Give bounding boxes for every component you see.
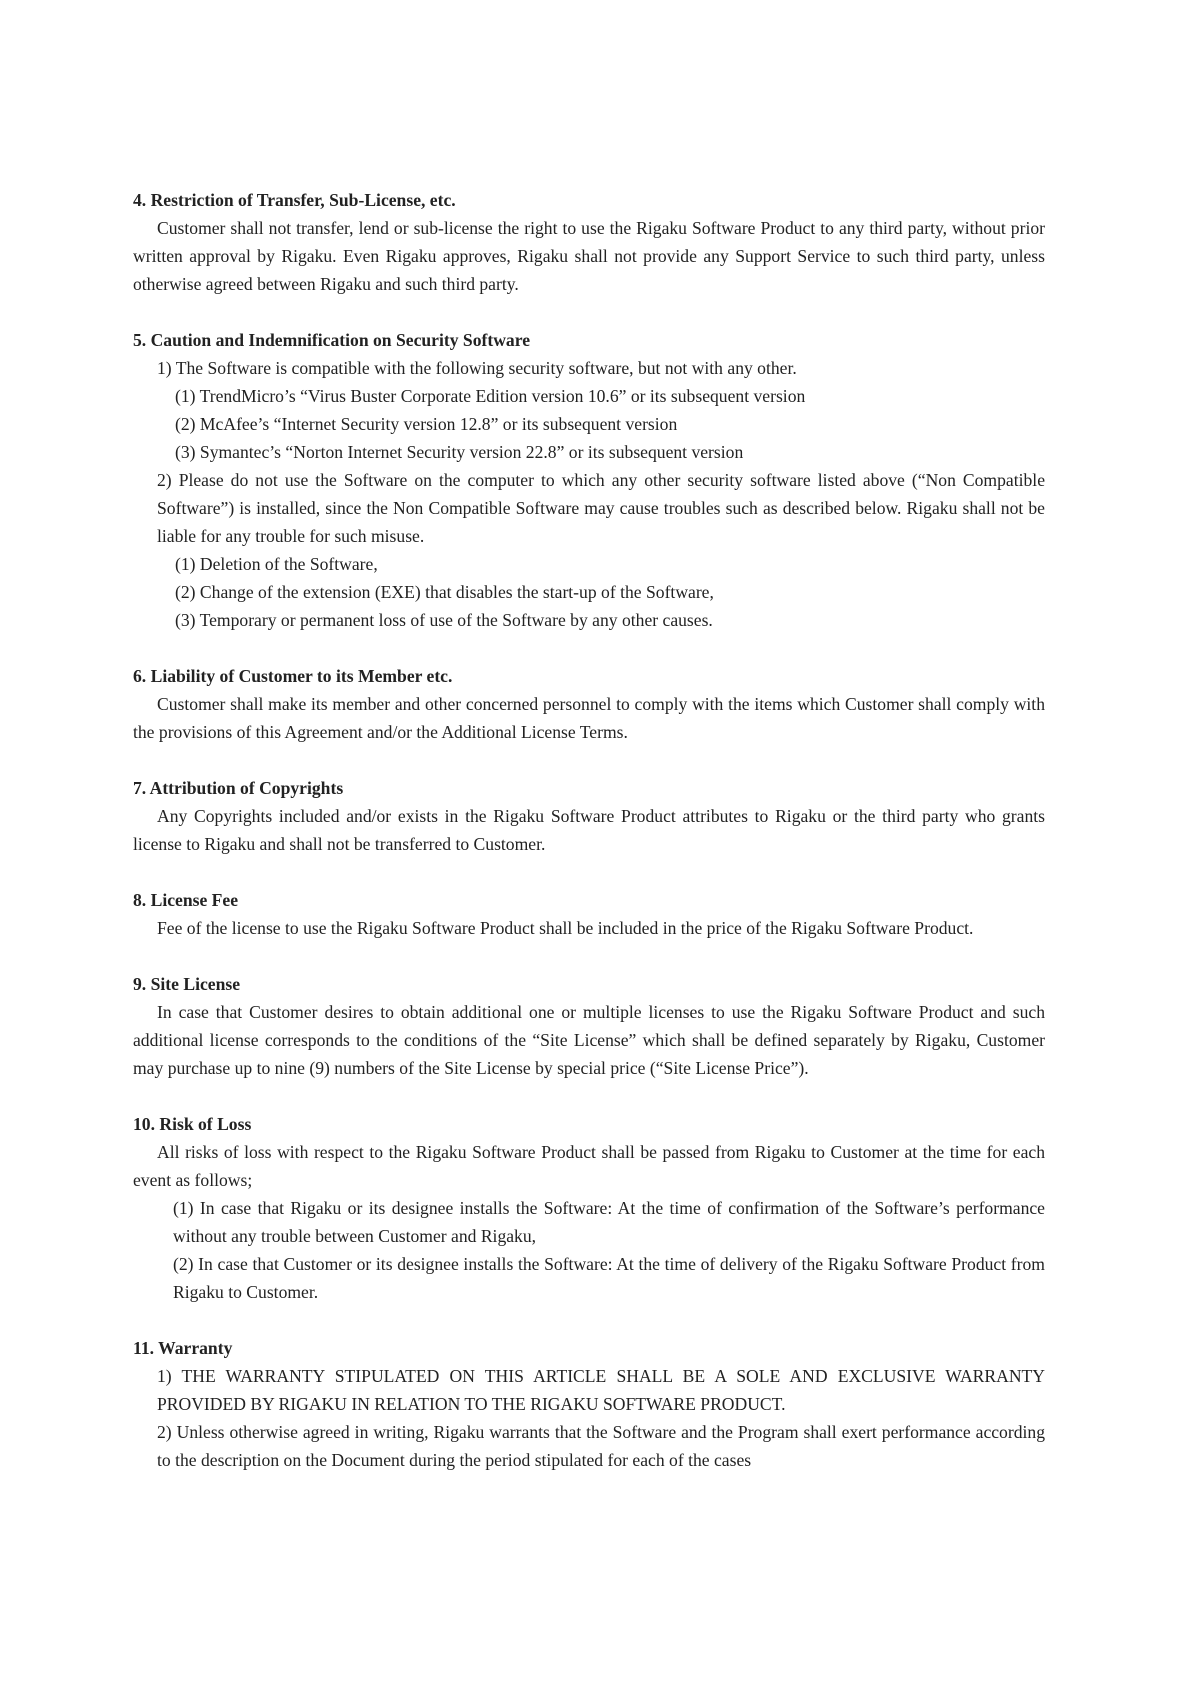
- section-heading: 9. Site License: [133, 974, 241, 994]
- sub-list-item: (1) Deletion of the Software,: [175, 554, 378, 574]
- section-heading: 8. License Fee: [133, 890, 239, 910]
- sub-list-item: (2) In case that Customer or its designee installs the Software: At the time of delivery of the Rigaku Software Product from Rigaku to Customer.: [173, 1254, 1045, 1302]
- document-page: [133, 186, 1045, 1502]
- section-5: [133, 326, 1045, 634]
- section-9: [133, 970, 1045, 1082]
- sub-list-item: (2) Change of the extension (EXE) that disables the start-up of the Software,: [175, 582, 714, 602]
- sub-list-item: (2) McAfee’s “Internet Security version 12.8” or its subsequent version: [175, 414, 678, 434]
- section-4: [133, 186, 1045, 298]
- sub-list-item: (1) In case that Rigaku or its designee installs the Software: At the time of confirmation of the Software’s performance without any trouble between Customer and Rigaku,: [173, 1198, 1045, 1246]
- section-heading: 6. Liability of Customer to its Member etc.: [133, 666, 453, 686]
- section-paragraph: Customer shall make its member and other concerned personnel to comply with the items which Customer shall comply with the provisions of this Agreement and/or the Additional License Terms.: [133, 694, 1045, 742]
- section-11: [133, 1334, 1045, 1474]
- list-item: 2) Please do not use the Software on the computer to which any other security software listed above (“Non Compatible Software”) is installed, since the Non Compatible Software may cause troubles such as described below. Rigaku shall not be liable for any trouble for such misuse.: [157, 470, 1045, 546]
- section-7: [133, 774, 1045, 858]
- list-item: 2) Unless otherwise agreed in writing, Rigaku warrants that the Software and the Program shall exert performance according to the description on the Document during the period stipulated for each of the cases: [157, 1422, 1045, 1470]
- section-heading: 11. Warranty: [133, 1338, 233, 1358]
- sub-list-item: (3) Symantec’s “Norton Internet Security version 22.8” or its subsequent version: [175, 442, 744, 462]
- section-10: [133, 1110, 1045, 1306]
- section-6: [133, 662, 1045, 746]
- sub-list-item: (1) TrendMicro’s “Virus Buster Corporate Edition version 10.6” or its subsequent version: [175, 386, 806, 406]
- section-heading: 7. Attribution of Copyrights: [133, 778, 344, 798]
- list-item: 1) The Software is compatible with the following security software, but not with any other.: [157, 358, 797, 378]
- section-heading: 5. Caution and Indemnification on Security Software: [133, 330, 531, 350]
- section-heading: 4. Restriction of Transfer, Sub-License, etc.: [133, 190, 456, 210]
- section-paragraph: In case that Customer desires to obtain additional one or multiple licenses to use the Rigaku Software Product and such additional license corresponds to the conditions of the “Site License” which shall be defined separately by Rigaku, Customer may purchase up to nine (9) numbers of the Site License by special price (“Site License Price”).: [133, 1002, 1045, 1078]
- section-paragraph: All risks of loss with respect to the Rigaku Software Product shall be passed from Rigaku to Customer at the time for each event as follows;: [133, 1142, 1045, 1190]
- section-8: [133, 886, 1045, 942]
- list-item: 1) THE WARRANTY STIPULATED ON THIS ARTICLE SHALL BE A SOLE AND EXCLUSIVE WARRANTY PROVIDED BY RIGAKU IN RELATION TO THE RIGAKU SOFTWARE PRODUCT.: [157, 1366, 1045, 1414]
- section-paragraph: Fee of the license to use the Rigaku Software Product shall be included in the price of the Rigaku Software Product.: [157, 918, 974, 938]
- section-heading: 10. Risk of Loss: [133, 1114, 252, 1134]
- sub-list-item: (3) Temporary or permanent loss of use of the Software by any other causes.: [175, 610, 713, 630]
- section-paragraph: Customer shall not transfer, lend or sub-license the right to use the Rigaku Software Product to any third party, without prior written approval by Rigaku. Even Rigaku approves, Rigaku shall not provide any Support Service to such third party, unless otherwise agreed between Rigaku and such third party.: [133, 218, 1045, 294]
- section-paragraph: Any Copyrights included and/or exists in the Rigaku Software Product attributes to Rigaku or the third party who grants license to Rigaku and shall not be transferred to Customer.: [133, 806, 1045, 854]
